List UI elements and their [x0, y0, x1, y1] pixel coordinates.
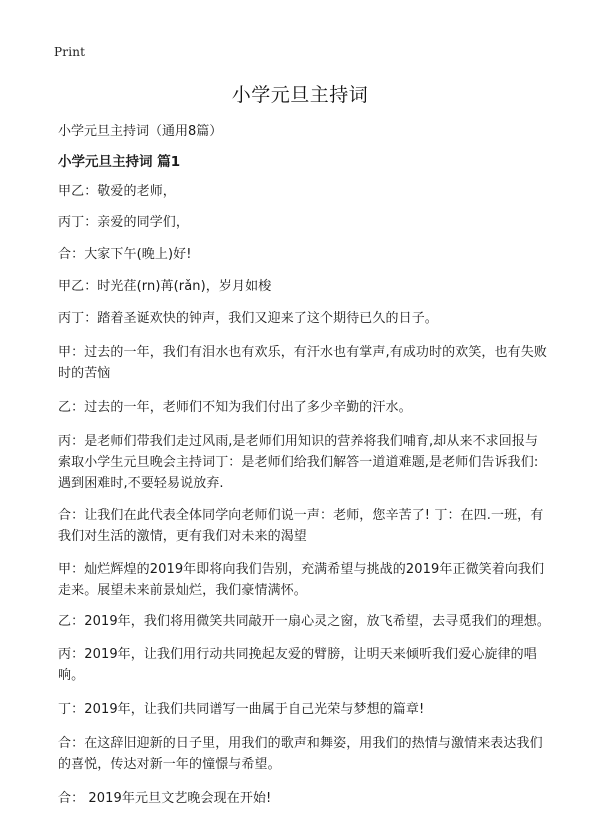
- paragraph: 合：在这辞旧迎新的日子里，用我们的歌声和舞姿，用我们的热情与激情来表达我们的喜悦，传达对新一年的憧憬与希望。: [58, 736, 543, 772]
- paragraph: 合：大家下午(晚上)好!: [58, 247, 192, 262]
- paragraph: 丁：2019年，让我们共同谱写一曲属于自己光荣与梦想的篇章!: [58, 702, 425, 717]
- page-title: 小学元旦主持词: [231, 84, 369, 106]
- paragraph: 丙：是老师们带我们走过风雨,是老师们用知识的营养将我们哺育,却从来不求回报与索取小学生元旦晚会主持词丁：是老师们给我们解答一道道难题,是老师们告诉我们: 遇到困难时,不要轻易说放弃.: [58, 434, 539, 491]
- paragraph: 乙：2019年，我们将用微笑共同敲开一扇心灵之窗，放飞希望，去寻觅我们的理想。: [58, 614, 550, 629]
- document-subtitle: 小学元旦主持词（通用8篇）: [58, 124, 223, 139]
- section-title: 小学元旦主持词 篇1: [58, 154, 181, 170]
- paragraph: 甲：过去的一年，我们有泪水也有欢乐，有汗水也有掌声,有成功时的欢笑，也有失败时的苦恼: [58, 345, 547, 381]
- document-body: [58, 181, 550, 809]
- paragraph: 甲：灿烂辉煌的2019年即将向我们告别，充满希望与挑战的2019年正微笑着向我们走来。展望未来前景灿烂，我们豪情满怀。: [58, 562, 545, 598]
- paragraph: 甲乙：敬爱的老师，: [58, 184, 176, 199]
- print-link[interactable]: Print: [54, 45, 86, 59]
- paragraph: 乙：过去的一年，老师们不知为我们付出了多少辛勤的汗水。: [58, 400, 412, 415]
- paragraph: 丙丁：亲爱的同学们，: [58, 215, 190, 230]
- paragraph: 丙：2019年，让我们用行动共同挽起友爱的臂膀，让明天来倾听我们爱心旋律的唱响。: [58, 647, 537, 683]
- paragraph: 丙丁：踏着圣诞欢快的钟声，我们又迎来了这个期待已久的日子。: [58, 311, 438, 326]
- paragraph: 合： 2019年元旦文艺晚会现在开始!: [58, 791, 272, 806]
- paragraph: 合：让我们在此代表全体同学向老师们说一声：老师，您辛苦了! 丁：在四.一班，有我们对生活的激情，更有我们对未来的渴望: [58, 508, 544, 544]
- paragraph: 甲乙：时光荏(rn)苒(rǎn)，岁月如梭: [58, 279, 272, 294]
